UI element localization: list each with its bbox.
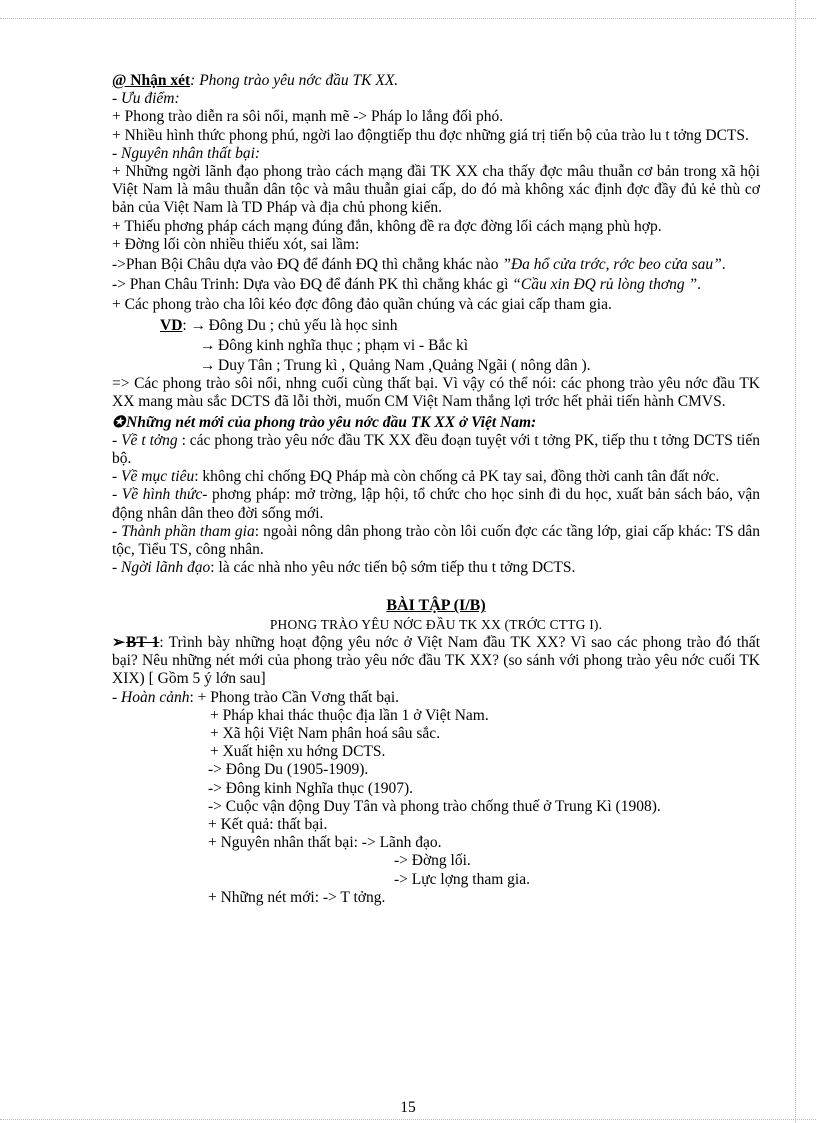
- note-text: ->Phan Bội Châu dựa vào ĐQ để đánh ĐQ thì chẳng khác nào: [112, 256, 503, 274]
- phan-boi-chau-note: [112, 256, 760, 274]
- feature-label: - Thành phần tham gia: [112, 522, 255, 540]
- right-arrow-icon: →: [200, 357, 216, 375]
- advantage-item: + Phong trào diễn ra sôi nổi, mạnh mẽ -> Pháp lo lắng đối phó.: [112, 108, 504, 126]
- flower-icon: ✪: [112, 413, 125, 431]
- failure-cause-head: + Nguyên nhân thất bại: -> Lãnh đạo.: [208, 834, 442, 852]
- feature-label: - Về t tởng: [112, 431, 178, 449]
- feature-label: - Về mục tiêu: [112, 468, 195, 486]
- exercise-title: BÀI TẬP (I/B): [386, 597, 486, 615]
- result-item: + Kết quả: thất bại.: [208, 815, 328, 833]
- example-item: Đông kinh nghĩa thục ; phạm vi - Bắc kì: [218, 336, 469, 354]
- phan-chau-trinh-note: [112, 276, 760, 294]
- advantages-label: - Ưu điểm:: [112, 90, 180, 108]
- advantage-item: + Nhiều hình thức phong phú, ngời lao độngtiếp thu đợc những giá trị tiến bộ của trào lu t tởng DCTS.: [112, 126, 749, 144]
- page-border-bottom: [0, 1119, 816, 1120]
- example-item: Duy Tân ; Trung kì , Quảng Nam ,Quảng Ngãi ( nông dân ).: [218, 357, 591, 375]
- new-feature-item: [112, 432, 760, 468]
- example-line: [112, 317, 760, 335]
- feature-text: : không chỉ chống ĐQ Pháp mà còn chống cả PK tay sai, đồng thời canh tân đất nớc.: [194, 468, 720, 486]
- page-border-top: [0, 18, 816, 19]
- conclusion: => Các phong trào sôi nổi, nhng cuối cùng thất bại. Vì vậy có thể nói: các phong trào yêu nớc đầu TK XX mang màu sắc DCTS đã lỗi thời, muốn CM Việt Nam thắng lợi trớc hết phải tiến hành CMVS.: [112, 375, 760, 411]
- failure-cause-item: + Đờng lối còn nhiều thiếu xót, sai lầm:: [112, 235, 360, 253]
- new-features-item: + Những nét mới: -> T tởng.: [208, 888, 386, 906]
- example-item: Đông Du ; chủ yếu là học sinh: [208, 316, 398, 334]
- pointer-arrow-icon: ➢: [112, 633, 125, 651]
- activity-item: -> Đông kinh Nghĩa thục (1907).: [208, 779, 414, 797]
- page-number: 15: [400, 1099, 416, 1116]
- proverb-quote: ”Đa hổ cửa trớc, rớc beo cửa sau”: [502, 256, 722, 274]
- proverb-quote: “Cầu xin ĐQ rủ lòng thơng ”: [512, 276, 698, 294]
- activity-item: -> Đông Du (1905-1909).: [208, 761, 369, 779]
- activity-item: -> Cuộc vận động Duy Tân và phong trào chống thuế ở Trung Kì (1908).: [208, 797, 661, 815]
- remark-heading: [112, 72, 760, 90]
- note-end: .: [697, 276, 701, 294]
- context-item: + Xuất hiện xu hớng DCTS.: [210, 743, 386, 761]
- exercise-question: [112, 634, 760, 689]
- feature-label: - Ngời lãnh đạo: [112, 559, 211, 577]
- feature-text: : là các nhà nho yêu nớc tiến bộ sớm tiếp thu t tởng DCTS.: [210, 559, 576, 577]
- failure-cause-item: + Thiếu phơng pháp cách mạng đúng đắn, không đề ra đợc đờng lối cách mạng phù hợp.: [112, 217, 662, 235]
- new-features-heading: [112, 414, 760, 432]
- context-line: [112, 689, 760, 707]
- example-colon: :: [182, 316, 187, 334]
- exercise-question-text: : Trình bày những hoạt động yêu nớc ở Việt Nam đầu TK XX? Vì sao các phong trào đó thất bại? Nêu những nét mới của phong trào yêu nớc đầu TK XX? (so sánh với phong trào yêu nớc cuối TK XIX) [ Gồm 5 ý lớn sau]: [112, 633, 760, 688]
- example-label: VD: [160, 316, 183, 334]
- new-feature-item: [112, 486, 760, 522]
- context-item: : + Phong trào Cần Vơng thất bại.: [189, 688, 400, 706]
- failure-cause-sub: -> Lực lợng tham gia.: [394, 870, 530, 888]
- remark-label: @ Nhận xét: [112, 72, 191, 89]
- feature-text: - phơng pháp: mở trờng, lập hội, tổ chức cho học sinh đi du học, xuất bản sách báo, vận động nhân dân theo đời sống mới.: [112, 486, 760, 522]
- feature-label: - Về hình thức: [112, 486, 203, 504]
- exercise-label: BT 1: [126, 633, 160, 651]
- new-feature-item: [112, 468, 760, 486]
- context-item: + Pháp khai thác thuộc địa lần 1 ở Việt Nam.: [210, 706, 489, 724]
- new-feature-item: [112, 559, 760, 577]
- note-end: .: [721, 256, 726, 274]
- right-arrow-icon: →: [200, 336, 216, 354]
- feature-text: : các phong trào yêu nớc đầu TK XX đều đoạn tuyệt với t tởng PK, tiếp thu t tởng DCTS tiến bộ.: [112, 431, 760, 468]
- context-label: - Hoàn cảnh: [112, 688, 190, 706]
- feature-text: : ngoài nông dân phong trào còn lôi cuốn đợc các tầng lớp, giai cấp khác: TS dân tộc, Tiểu TS, công nhân.: [112, 522, 760, 559]
- document-body: [112, 72, 760, 907]
- failure-cause-sub: -> Đờng lối.: [394, 852, 471, 870]
- failure-cause-item: + Những ngời lãnh đạo phong trào cách mạng đầi TK XX cha thấy đợc mâu thuẫn cơ bản trong xã hội Việt Nam là mâu thuẫn dân tộc và mâu thuẫn giai cấp, do đó mà không xác định đợc đầy đủ kẻ thù cơ bản của Việt Nam là TD Pháp và địa chủ phong kiến.: [112, 163, 760, 217]
- new-feature-item: [112, 523, 760, 559]
- page-border-right: [795, 0, 796, 1123]
- failure-cause-item: + Các phong trào cha lôi kéo đợc đông đảo quần chúng và các giai cấp tham gia.: [112, 296, 612, 314]
- failure-causes-label: - Nguyên nhân thất bại:: [112, 144, 261, 162]
- new-features-title: Những nét mới của phong trào yêu nớc đầu TK XX ở Việt Nam:: [126, 413, 537, 431]
- exercise-subtitle: PHONG TRÀO YÊU NỚC ĐẦU TK XX (TRỚC CTTG I).: [269, 616, 603, 632]
- note-text: -> Phan Châu Trinh: Dựa vào ĐQ để đánh PK thì chẳng khác gì: [112, 276, 513, 294]
- right-arrow-icon: →: [190, 316, 207, 334]
- remark-title: : Phong trào yêu nớc đầu TK XX.: [190, 72, 399, 89]
- example-line: [112, 337, 760, 355]
- example-line: [112, 357, 760, 375]
- context-item: + Xã hội Việt Nam phân hoá sâu sắc.: [210, 724, 441, 742]
